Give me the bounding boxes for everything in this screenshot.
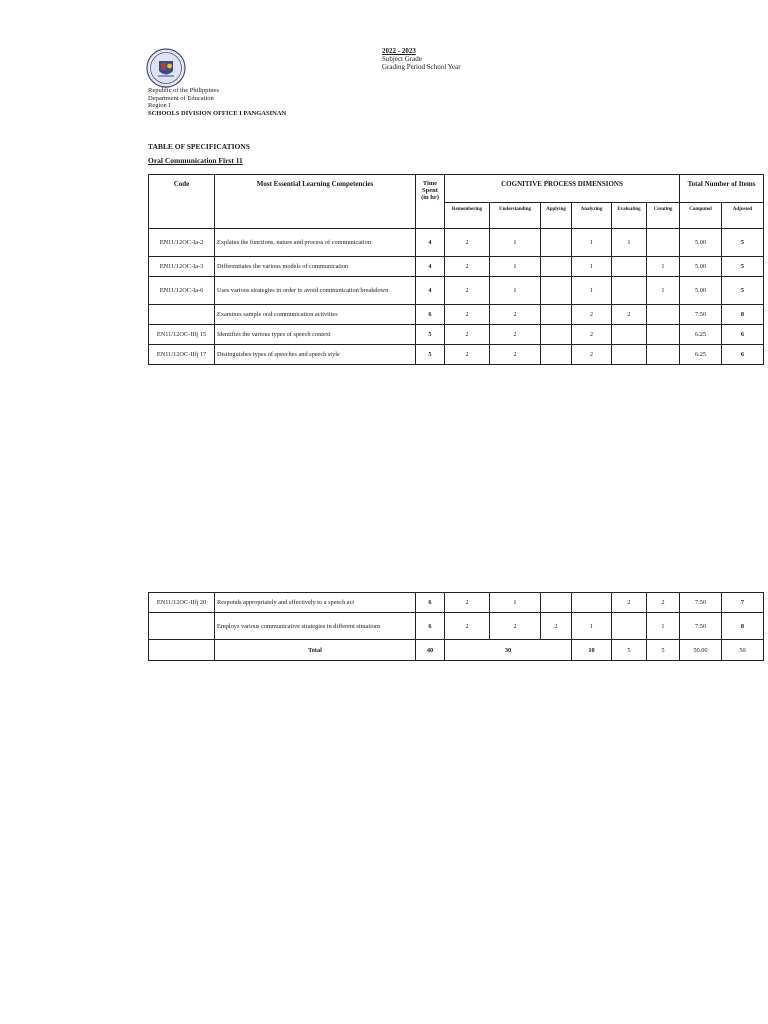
- code-header: Code: [149, 175, 215, 229]
- table-row: [149, 613, 764, 640]
- applying-header: Applying: [541, 203, 572, 229]
- adjusted-header: Adjusted: [722, 203, 764, 229]
- table-body-page2: [149, 593, 764, 640]
- computed-cell: 6.25: [680, 325, 722, 345]
- specifications-table: [148, 174, 764, 365]
- total-code-cell: [149, 640, 215, 661]
- computed-cell: 7.50: [680, 305, 722, 325]
- time-cell: 5: [416, 325, 445, 345]
- analyzing-cell: 1: [572, 257, 612, 277]
- department-label: Department of Education: [148, 94, 214, 102]
- table-row: [149, 257, 764, 277]
- grading-period: Grading Period School Year: [382, 63, 461, 71]
- understanding-cell: 1: [490, 277, 541, 305]
- melc-cell: Explains the functions, nature and process of communication: [215, 229, 416, 257]
- creating-cell: [647, 345, 680, 365]
- computed-cell: 7.50: [680, 593, 722, 613]
- document-header-left: [148, 87, 286, 117]
- code-cell: [149, 305, 215, 325]
- total-evaluating: 5: [612, 640, 647, 661]
- time-cell: 4: [416, 277, 445, 305]
- remembering-cell: 2: [445, 229, 490, 257]
- code-cell: EN11/12OC-IIfj 20: [149, 593, 215, 613]
- remembering-cell: 2: [445, 613, 490, 640]
- remembering-header: Remembering: [445, 203, 490, 229]
- total-computed: 50.00: [680, 640, 722, 661]
- understanding-header: Understanding: [490, 203, 541, 229]
- table-row: [149, 593, 764, 613]
- table-row: [149, 325, 764, 345]
- adjusted-cell: 8: [722, 305, 764, 325]
- total-adjusted: 50: [722, 640, 764, 661]
- understanding-cell: 2: [490, 325, 541, 345]
- division-label: SCHOOLS DIVISION OFFICE I PANGASINAN: [148, 109, 287, 117]
- adjusted-cell: 5: [722, 229, 764, 257]
- adjusted-cell: 5: [722, 257, 764, 277]
- remembering-cell: 2: [445, 345, 490, 365]
- page-subtitle: Oral Communication First 11: [148, 156, 243, 165]
- analyzing-cell: 2: [572, 305, 612, 325]
- total-analyzing: 10: [572, 640, 612, 661]
- evaluating-cell: [612, 345, 647, 365]
- table-row: [149, 345, 764, 365]
- table-row: [149, 305, 764, 325]
- republic-label: Republic of the Philippines: [148, 87, 219, 94]
- analyzing-cell: 2: [572, 325, 612, 345]
- adjusted-cell: 6: [722, 325, 764, 345]
- understanding-cell: 1: [490, 593, 541, 613]
- creating-cell: 2: [647, 593, 680, 613]
- melc-header: Most Essential Learning Competencies: [215, 175, 416, 229]
- melc-cell: Differentiates the various models of communication: [215, 257, 416, 277]
- creating-cell: [647, 229, 680, 257]
- analyzing-header: Analyzing: [572, 203, 612, 229]
- applying-cell: 2: [541, 613, 572, 640]
- evaluating-cell: [612, 257, 647, 277]
- table-row: [149, 229, 764, 257]
- table-row: [149, 277, 764, 305]
- total-time: 40: [416, 640, 445, 661]
- understanding-cell: 1: [490, 229, 541, 257]
- school-year: 2022 - 2023: [382, 47, 416, 55]
- applying-cell: [541, 305, 572, 325]
- specifications-table-continued: [148, 592, 764, 661]
- adjusted-cell: 6: [722, 345, 764, 365]
- time-cell: 6: [416, 593, 445, 613]
- code-cell: EN11/12OC-Ia-3: [149, 257, 215, 277]
- code-cell: [149, 613, 215, 640]
- time-spent-header: Time Spent (in hr): [416, 175, 445, 229]
- evaluating-cell: 2: [612, 593, 647, 613]
- total-items-header: Total Number of Items: [680, 175, 764, 203]
- evaluating-cell: [612, 613, 647, 640]
- computed-header: Computed: [680, 203, 722, 229]
- table-body-page1: [149, 229, 764, 365]
- time-cell: 5: [416, 345, 445, 365]
- evaluating-cell: 1: [612, 229, 647, 257]
- melc-cell: Examines sample oral communication activities: [215, 305, 416, 325]
- computed-cell: 5.00: [680, 229, 722, 257]
- analyzing-cell: 1: [572, 613, 612, 640]
- total-label: Total: [215, 640, 416, 661]
- evaluating-header: Evaluating: [612, 203, 647, 229]
- computed-cell: 5.00: [680, 257, 722, 277]
- creating-cell: [647, 325, 680, 345]
- creating-cell: [647, 305, 680, 325]
- remembering-cell: 2: [445, 325, 490, 345]
- region-label: Region I: [148, 102, 171, 110]
- adjusted-cell: 7: [722, 593, 764, 613]
- analyzing-cell: 1: [572, 229, 612, 257]
- evaluating-cell: [612, 277, 647, 305]
- understanding-cell: 2: [490, 345, 541, 365]
- remembering-cell: 2: [445, 277, 490, 305]
- understanding-cell: 1: [490, 257, 541, 277]
- document-header-right: [382, 47, 461, 71]
- melc-cell: Distinguishes types of speeches and speech style: [215, 345, 416, 365]
- code-cell: EN11/12OC-IIfj 15: [149, 325, 215, 345]
- creating-cell: 1: [647, 257, 680, 277]
- time-cell: 6: [416, 613, 445, 640]
- melc-cell: Uses various strategies in order to avoid communication breakdown: [215, 277, 416, 305]
- code-cell: EN11/12OC-Ia-2: [149, 229, 215, 257]
- melc-cell: Responds appropriately and effectively to a speech act: [215, 593, 416, 613]
- computed-cell: 5.00: [680, 277, 722, 305]
- time-cell: 4: [416, 257, 445, 277]
- cognitive-dimensions-header: COGNITIVE PROCESS DIMENSIONS: [445, 175, 680, 203]
- evaluating-cell: 2: [612, 305, 647, 325]
- creating-header: Creating: [647, 203, 680, 229]
- subject-grade: Subject Grade: [382, 55, 422, 63]
- applying-cell: [541, 325, 572, 345]
- adjusted-cell: 8: [722, 613, 764, 640]
- applying-cell: [541, 593, 572, 613]
- time-cell: 4: [416, 229, 445, 257]
- adjusted-cell: 5: [722, 277, 764, 305]
- applying-cell: [541, 345, 572, 365]
- time-cell: 6: [416, 305, 445, 325]
- creating-cell: 1: [647, 277, 680, 305]
- total-row: [149, 640, 764, 661]
- understanding-cell: 2: [490, 305, 541, 325]
- applying-cell: [541, 277, 572, 305]
- computed-cell: 7.50: [680, 613, 722, 640]
- remembering-cell: 2: [445, 593, 490, 613]
- understanding-cell: 2: [490, 613, 541, 640]
- total-lower-order: 30: [445, 640, 572, 661]
- analyzing-cell: [572, 593, 612, 613]
- deped-seal-icon: [146, 48, 186, 88]
- code-cell: EN11/12OC-IIfj 17: [149, 345, 215, 365]
- evaluating-cell: [612, 325, 647, 345]
- melc-cell: Employs various communicative strategies in different situations: [215, 613, 416, 640]
- melc-cell: Identifies the various types of speech context: [215, 325, 416, 345]
- creating-cell: 1: [647, 613, 680, 640]
- remembering-cell: 2: [445, 305, 490, 325]
- analyzing-cell: 1: [572, 277, 612, 305]
- computed-cell: 6.25: [680, 345, 722, 365]
- applying-cell: [541, 229, 572, 257]
- remembering-cell: 2: [445, 257, 490, 277]
- applying-cell: [541, 257, 572, 277]
- total-creating: 5: [647, 640, 680, 661]
- page-title: TABLE OF SPECIFICATIONS: [148, 142, 250, 151]
- code-cell: EN11/12OC-Ia-6: [149, 277, 215, 305]
- analyzing-cell: 2: [572, 345, 612, 365]
